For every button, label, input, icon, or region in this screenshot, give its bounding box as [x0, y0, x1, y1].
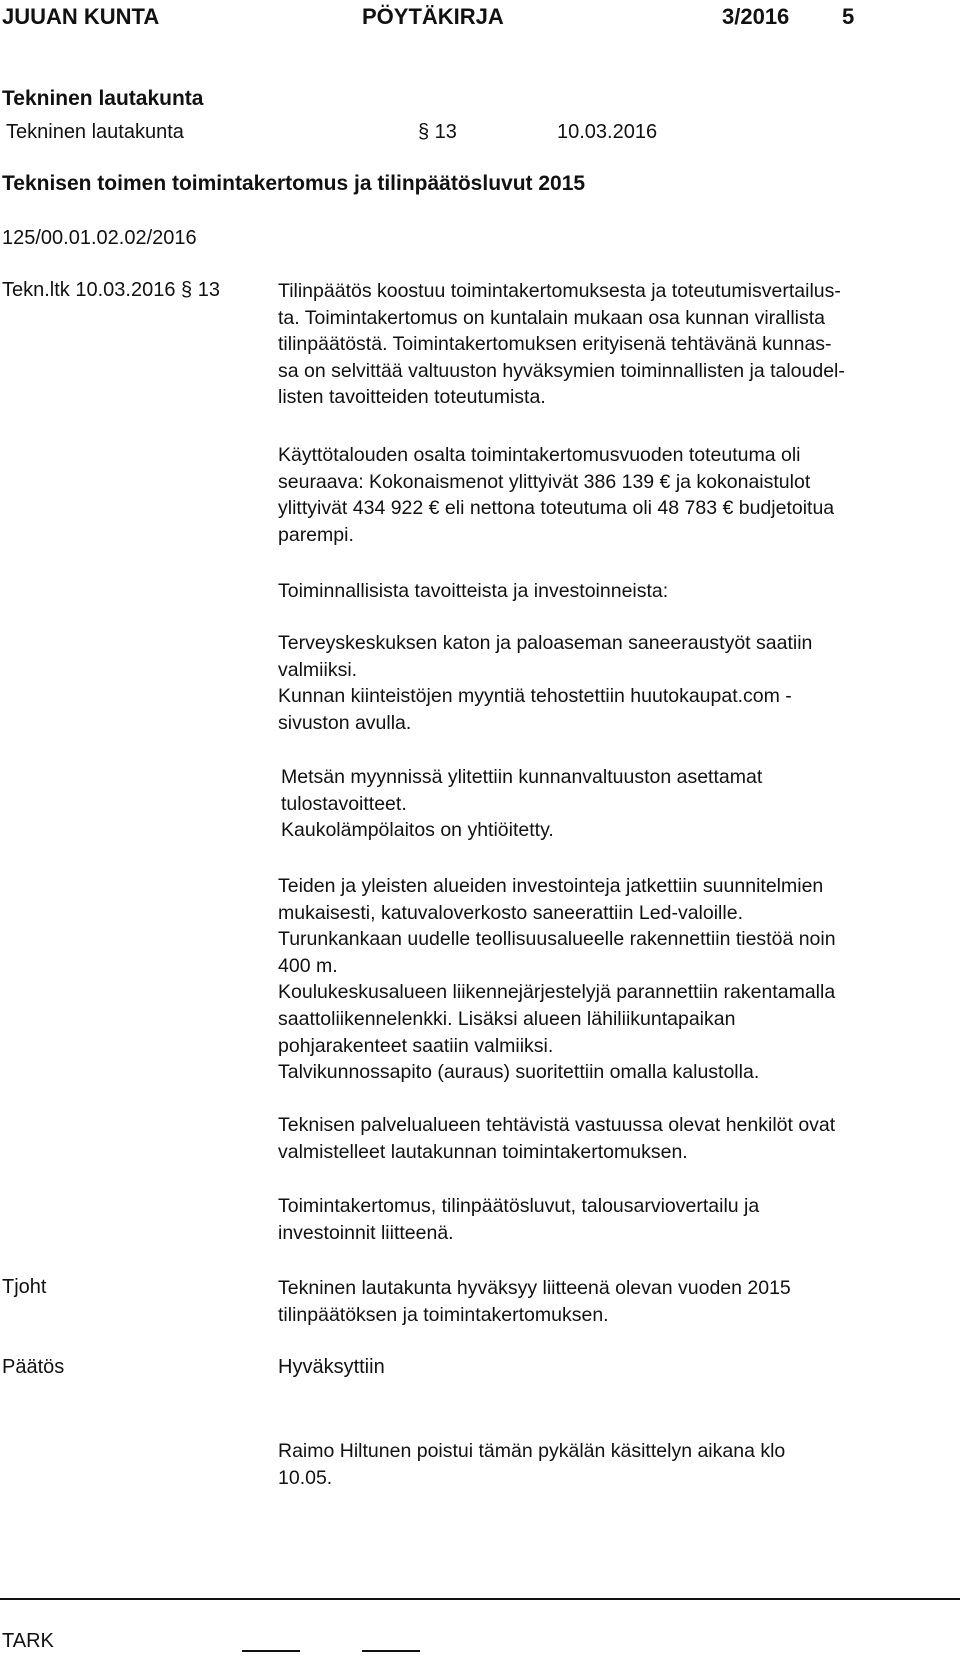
municipality-name: JUUAN KUNTA [2, 4, 160, 29]
text-line: Toimintakertomus, tilinpäätösluvut, talousarviovertailu ja [278, 1195, 760, 1217]
reference-number: 125/00.01.02.02/2016 [2, 227, 197, 249]
footer-tark-label: TARK [2, 1630, 54, 1652]
text-line: saattoliikennelenkki. Lisäksi alueen lähiliikuntapaikan [278, 1007, 736, 1030]
text-line: Talvikunnossapito (auraus) suoritettiin omalla kalustolla. [278, 1061, 760, 1084]
paragraph-3 [278, 578, 948, 605]
text-line: Tekninen lautakunta hyväksyy liitteenä olevan vuoden 2015 [278, 1277, 791, 1299]
decision-label: Päätös [2, 1356, 65, 1378]
text-line: valmiiksi. [278, 658, 358, 681]
paragraph-2 [278, 442, 948, 548]
text-line: tilinpäätöksen ja toimintakertomuksen. [278, 1303, 609, 1326]
initials-blank-1 [242, 1650, 300, 1652]
section-number: § 13 [418, 121, 457, 143]
text-line: pohjarakenteet saatiin valmiiksi. [278, 1034, 554, 1057]
text-line: 400 m. [278, 954, 338, 977]
paragraph-8 [278, 1193, 948, 1246]
text-line: sa on selvittää valtuuston hyväksymien toiminnallisten ja taloudel- [278, 359, 845, 382]
text-line: Toiminnallisista tavoitteista ja investoinneista: [278, 580, 669, 602]
text-line: Raimo Hiltunen poistui tämän pykälän käsittelyn aikana klo [278, 1440, 786, 1462]
page-number: 5 [842, 4, 855, 29]
text-line: 10.05. [278, 1466, 333, 1489]
text-line: parempi. [278, 523, 354, 546]
text-line: Kunnan kiinteistöjen myyntiä tehostettiin huutokaupat.com - [278, 685, 792, 708]
initials-blank-2 [362, 1650, 420, 1652]
paragraph-4 [278, 630, 948, 736]
document-type: PÖYTÄKIRJA [362, 4, 504, 29]
paragraph-5 [281, 764, 951, 844]
text-line: Kaukolämpölaitos on yhtiöitetty. [281, 819, 554, 842]
text-line: Koulukeskusalueen liikennejärjestelyjä parannettiin rakentamalla [278, 981, 836, 1004]
text-line: Tilinpäätös koostuu toimintakertomuksesta ja toteutumisvertailus- [278, 280, 841, 302]
text-line: Metsän myynnissä ylitettiin kunnanvaltuuston asettamat [281, 766, 763, 788]
paragraph-1 [278, 278, 948, 411]
text-line: Teiden ja yleisten alueiden investointeja jatkettiin suunnitelmien [278, 875, 824, 897]
text-line: ylittyivät 434 922 € eli nettona toteutuma oli 48 783 € budjetoitua [278, 497, 835, 520]
proposal-text [278, 1275, 948, 1328]
note-text [278, 1438, 948, 1491]
text-line: tulostavoitteet. [281, 792, 407, 815]
text-line: Turunkankaan uudelle teollisuusalueelle rakennettiin tiestöä noin [278, 928, 836, 951]
footer-divider [0, 1598, 960, 1600]
decision-text: Hyväksyttiin [278, 1356, 385, 1378]
meeting-date: 10.03.2016 [557, 121, 658, 143]
text-line: listen tavoitteiden toteutumista. [278, 386, 546, 409]
preparation-reference: Tekn.ltk 10.03.2016 § 13 [2, 279, 220, 301]
minutes-number: 3/2016 [722, 4, 790, 29]
board-name: Tekninen lautakunta [2, 87, 204, 110]
text-line: investoinnit liitteenä. [278, 1221, 454, 1244]
text-line: valmistelleet lautakunnan toimintakertomuksen. [278, 1140, 688, 1163]
text-line: mukaisesti, katuvaloverkosto saneerattiin Led-valoille. [278, 901, 743, 924]
proposal-label: Tjoht [2, 1276, 47, 1298]
text-line: Käyttötalouden osalta toimintakertomusvuoden toteutuma oli [278, 444, 801, 466]
meeting-board: Tekninen lautakunta [6, 121, 184, 143]
text-line: seuraava: Kokonaismenot ylittyivät 386 139 € ja kokonaistulot [278, 470, 811, 493]
paragraph-6 [278, 873, 948, 1086]
subject-title: Teknisen toimen toimintakertomus ja tilinpäätösluvut 2015 [2, 172, 586, 195]
text-line: sivuston avulla. [278, 711, 412, 734]
text-line: Terveyskeskuksen katon ja paloaseman saneeraustyöt saatiin [278, 632, 813, 654]
paragraph-7 [278, 1112, 948, 1165]
text-line: ta. Toimintakertomus on kuntalain mukaan osa kunnan virallista [278, 306, 826, 329]
text-line: tilinpäätöstä. Toimintakertomuksen erityisenä tehtävänä kunnas- [278, 333, 832, 356]
text-line: Teknisen palvelualueen tehtävistä vastuussa olevat henkilöt ovat [278, 1114, 836, 1136]
